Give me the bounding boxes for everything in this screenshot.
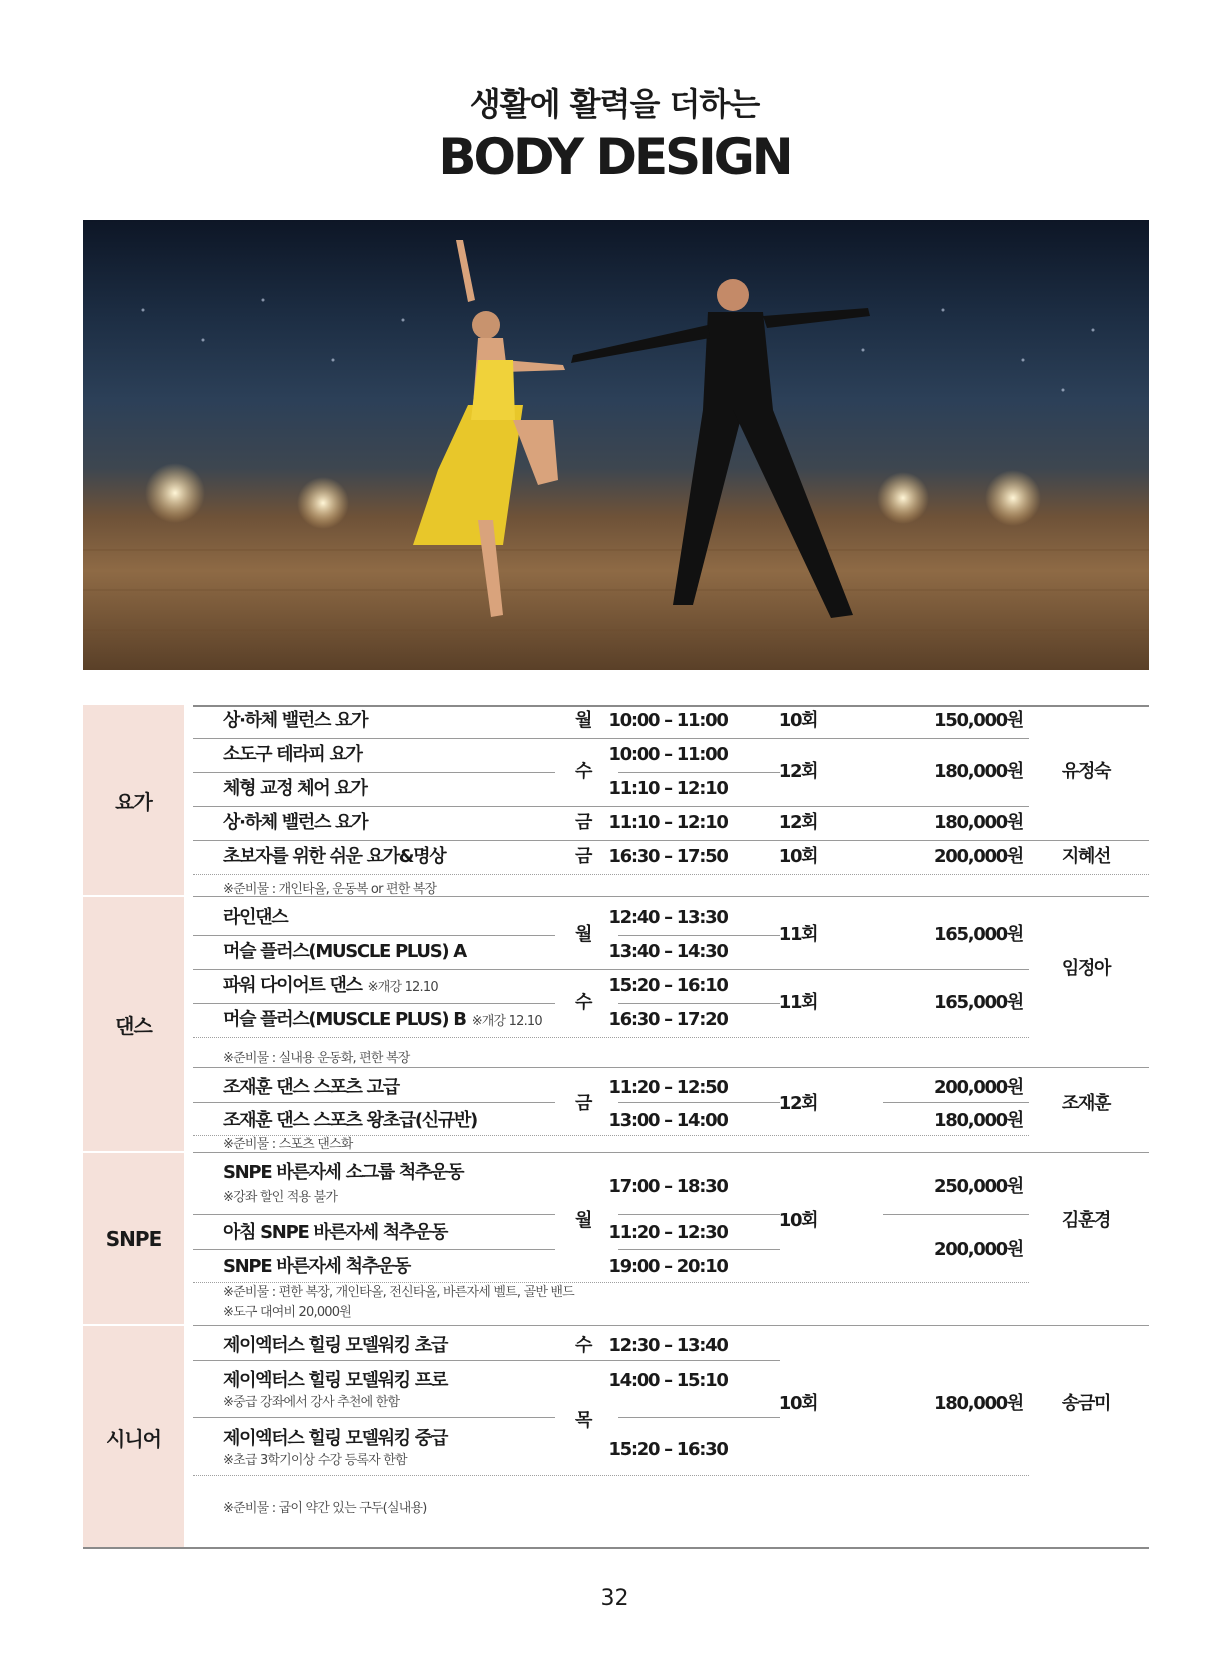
course-sessions: 12회 xyxy=(778,1093,818,1114)
course-time: 11:10 – 12:10 xyxy=(608,778,728,799)
table-rule xyxy=(618,1249,780,1250)
materials-note: ※도구 대여비 20,000원 xyxy=(223,1305,351,1320)
course-fee: 180,000원 xyxy=(934,1393,1023,1414)
course-fee: 180,000원 xyxy=(934,761,1023,782)
course-day: 수 xyxy=(574,761,592,782)
category-senior: 시니어 xyxy=(83,1326,184,1549)
course-sessions: 11회 xyxy=(778,924,818,945)
materials-note: ※준비물 : 편한 복장, 개인타올, 전신타올, 바른자세 벨트, 골반 밴드 xyxy=(223,1285,574,1300)
materials-note: ※준비물 : 개인타올, 운동복 or 편한 복장 xyxy=(223,882,437,897)
table-rule xyxy=(618,1003,780,1004)
course-name: 제이엑터스 힐링 모델워킹 프로 xyxy=(223,1370,448,1391)
table-rule xyxy=(618,772,780,773)
table-rule xyxy=(193,1282,1029,1283)
table-rule xyxy=(193,705,1149,707)
table-rule xyxy=(618,1102,780,1103)
course-time: 13:00 – 14:00 xyxy=(608,1110,728,1131)
course-time: 15:20 – 16:10 xyxy=(608,975,728,996)
course-time: 13:40 – 14:30 xyxy=(608,941,728,962)
page-header xyxy=(0,82,1229,188)
course-name: 조재훈 댄스 스포츠 왕초급(신규반) xyxy=(223,1110,477,1131)
table-rule xyxy=(193,1135,1029,1136)
table-rule xyxy=(193,840,1149,841)
course-sessions: 10회 xyxy=(778,710,818,731)
course-day: 금 xyxy=(574,846,592,867)
course-day: 금 xyxy=(574,1093,592,1114)
course-name: SNPE 바른자세 소그룹 척추운동 xyxy=(223,1162,464,1183)
table-rule xyxy=(83,1547,1149,1549)
course-day: 금 xyxy=(574,812,592,833)
table-rule xyxy=(193,935,555,936)
course-fee: 200,000원 xyxy=(934,1077,1023,1098)
dance-banner-image xyxy=(83,220,1149,670)
course-fee: 180,000원 xyxy=(934,1110,1023,1131)
course-day: 월 xyxy=(574,924,592,945)
materials-note: ※준비물 : 스포츠 댄스화 xyxy=(223,1137,353,1152)
course-time: 19:00 – 20:10 xyxy=(608,1256,728,1277)
course-name: SNPE 바른자세 척추운동 xyxy=(223,1256,410,1277)
course-day: 월 xyxy=(574,1210,592,1231)
course-sessions: 12회 xyxy=(778,812,818,833)
course-name: 초보자를 위한 쉬운 요가&명상 xyxy=(223,846,446,867)
course-time: 15:20 – 16:30 xyxy=(608,1439,728,1460)
course-name: 아침 SNPE 바른자세 척추운동 xyxy=(223,1222,448,1243)
table-rule xyxy=(193,1475,1029,1476)
table-rule xyxy=(193,1325,1149,1326)
course-start-tag: ※개강 12.10 xyxy=(471,1014,542,1029)
course-time: 16:30 – 17:20 xyxy=(608,1009,728,1030)
course-name: 소도구 테라피 요가 xyxy=(223,744,362,765)
course-fee: 200,000원 xyxy=(934,1239,1023,1260)
course-time: 11:20 – 12:50 xyxy=(608,1077,728,1098)
page-title: BODY DESIGN xyxy=(438,128,791,186)
course-note: ※중급 강좌에서 강사 추천에 한함 xyxy=(223,1395,400,1410)
table-rule xyxy=(193,738,1029,739)
course-instructor: 조재훈 xyxy=(1061,1093,1111,1114)
course-instructor: 유정숙 xyxy=(1061,761,1111,782)
table-rule xyxy=(883,1214,1029,1215)
course-instructor: 지혜선 xyxy=(1061,846,1111,867)
course-sessions: 12회 xyxy=(778,761,818,782)
table-rule xyxy=(193,1249,555,1250)
table-rule xyxy=(193,896,1149,897)
course-time: 16:30 – 17:50 xyxy=(608,846,728,867)
course-name: 머슬 플러스(MUSCLE PLUS) A xyxy=(223,941,466,962)
course-time: 14:00 – 15:10 xyxy=(608,1370,728,1391)
table-rule xyxy=(618,935,780,936)
table-rule xyxy=(193,1152,1149,1153)
course-day: 수 xyxy=(574,1335,592,1356)
course-time: 11:20 – 12:30 xyxy=(608,1222,728,1243)
table-rule xyxy=(193,969,1029,970)
course-name: 체형 교정 체어 요가 xyxy=(223,778,367,799)
course-fee: 165,000원 xyxy=(934,924,1023,945)
course-fee: 180,000원 xyxy=(934,812,1023,833)
course-fee: 150,000원 xyxy=(934,710,1023,731)
table-rule xyxy=(193,772,555,773)
category-yoga: 요가 xyxy=(83,705,184,895)
course-name: 제이엑터스 힐링 모델워킹 초급 xyxy=(223,1335,448,1356)
dancers-illustration xyxy=(83,220,1149,670)
course-schedule-table xyxy=(83,705,1149,1549)
table-rule xyxy=(193,1037,1029,1038)
table-rule xyxy=(193,1003,555,1004)
table-rule xyxy=(193,1360,780,1361)
category-snpe: SNPE xyxy=(83,1153,184,1324)
course-name: 상·하체 밸런스 요가 xyxy=(223,812,368,833)
table-rule xyxy=(193,806,1029,807)
course-start-tag: ※개강 12.10 xyxy=(367,980,438,995)
course-name: 라인댄스 xyxy=(223,907,288,928)
table-rule xyxy=(193,1214,555,1215)
table-rule xyxy=(618,1417,780,1418)
course-day: 수 xyxy=(574,992,592,1013)
course-instructor: 임정아 xyxy=(1061,958,1111,979)
table-rule xyxy=(193,1067,1149,1068)
course-time: 10:00 – 11:00 xyxy=(608,744,728,765)
course-name: 조재훈 댄스 스포츠 고급 xyxy=(223,1077,399,1098)
course-fee: 165,000원 xyxy=(934,992,1023,1013)
category-dance: 댄스 xyxy=(83,897,184,1151)
table-rule xyxy=(618,1214,780,1215)
course-sessions: 10회 xyxy=(778,1393,818,1414)
table-rule xyxy=(883,1102,1029,1103)
page-number: 32 xyxy=(600,1586,629,1611)
course-name: 상·하체 밸런스 요가 xyxy=(223,710,368,731)
course-name: 머슬 플러스(MUSCLE PLUS) B ※개강 12.10 xyxy=(223,1009,542,1030)
course-sessions: 10회 xyxy=(778,846,818,867)
table-rule xyxy=(193,1417,555,1418)
course-fee: 200,000원 xyxy=(934,846,1023,867)
course-time: 10:00 – 11:00 xyxy=(608,710,728,731)
course-sessions: 11회 xyxy=(778,992,818,1013)
page-subtitle: 생활에 활력을 더하는 xyxy=(469,85,760,123)
course-time: 12:30 – 13:40 xyxy=(608,1335,728,1356)
course-time: 12:40 – 13:30 xyxy=(608,907,728,928)
course-name: 파워 다이어트 댄스 ※개강 12.10 xyxy=(223,975,438,996)
materials-note: ※준비물 : 실내용 운동화, 편한 복장 xyxy=(223,1051,410,1066)
course-fee: 250,000원 xyxy=(934,1176,1023,1197)
table-rule xyxy=(193,1102,555,1103)
course-time: 11:10 – 12:10 xyxy=(608,812,728,833)
course-name: 제이엑터스 힐링 모델워킹 중급 xyxy=(223,1428,448,1449)
materials-note: ※준비물 : 굽이 약간 있는 구두(실내용) xyxy=(223,1501,427,1516)
course-day: 월 xyxy=(574,710,592,731)
table-rule xyxy=(193,874,1149,875)
course-time: 17:00 – 18:30 xyxy=(608,1176,728,1197)
course-instructor: 김훈경 xyxy=(1061,1210,1111,1231)
course-note: ※강좌 할인 적용 불가 xyxy=(223,1190,338,1205)
course-note: ※초급 3학기이상 수강 등록자 한함 xyxy=(223,1453,407,1468)
course-instructor: 송금미 xyxy=(1061,1393,1111,1414)
course-day: 목 xyxy=(574,1410,592,1431)
course-sessions: 10회 xyxy=(778,1210,818,1231)
